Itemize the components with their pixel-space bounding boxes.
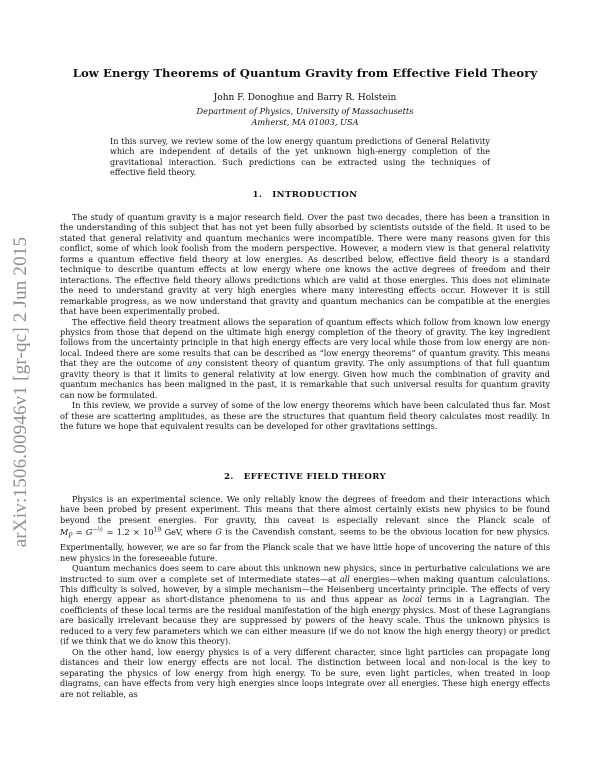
text-run: is the Cavendish constant, seems to be the obvious location for new physics. Experimentally, however, we are so far from the Planck scale that we have little hope of uncovering the nature of this new physics in the foreseeable future. [60,527,551,563]
section-title: INTRODUCTION [272,190,358,200]
affiliation [60,106,550,128]
section-number: 1. [252,190,263,200]
section-heading-effective-field-theory [60,472,550,482]
math-symbol: G [215,527,222,538]
text-run: where [186,527,212,538]
section-number: 2. [223,472,234,482]
emphasis-text: local [402,594,423,605]
affiliation-department: Department of Physics, University of Massachusetts [196,106,414,116]
paragraph: On the other hand, low energy physics is of a very different character, since light particles can propagate long distances and their low energy effects are not local. The distinction between local and non-local is the key to separating the physics of low energy from high energy. To be sure, even light particles, when treated in loop diagrams, can have effects from very high energies since loops integrate over all energies. These high energy effects are not reliable, as [60,646,550,699]
author-list: John F. Donoghue and Barry R. Holstein [213,93,397,103]
paragraph [60,563,550,647]
section-heading-introduction [60,190,550,200]
section-eft-body [60,494,550,699]
section-introduction-body [60,212,550,432]
affiliation-address: Amherst, MA 01003, USA [251,117,359,128]
arxiv-identifier-text: arXiv:1506.00946v1 [gr-qc] 2 Jun 2015 [10,236,32,548]
text-run: Physics is an experimental science. We only reliably know the degrees of freedom and their interactions which have been probed by present experiment. This means that there almost certainly exists new physics to be found beyond the present energies. For gravity, this caveat is especially relevant since the Planck scale of [60,494,550,525]
section-title: EFFECTIVE FIELD THEORY [243,472,387,482]
emphasis-text: any [187,358,202,369]
text-run: terms in a Lagrangian. The coefficients of these local terms are the residual manifestation of the high energy physics. Most of these Lagrangians are basically irrelevant because they are suppressed by powers of the heavy scale. Thus the unknown physics is reduced to a very few parameters which we can either measure (if we do not know the high energy theory) or predict (if we think that we do know this theory). [60,594,550,647]
paragraph: The study of quantum gravity is a major research field. Over the past two decades, there has been a transition in the understanding of this subject that has not yet been fully absorbed by scientists outside of the field. It used to be stated that general relativity and quantum mechanics were incompatible. There were many reasons given for this conflict, some of which look foolish from the modern perspective. However, a modern view is that general relativity forms a quantum effective field theory at low energies. As described below, effective field theory is a standard technique to describe quantum effects at low energy where one knows the active degrees of freedom and their interactions. The effective field theory allows predictions which are valid at those energies. This does not eliminate the need to understand gravity at very high energies where many interesting effects occur. However it is still remarkable progress, as we now understand that gravity and quantum mechanics can be compatible at the energies that have been experimentally probed. [60,212,550,317]
planck-mass-formula: $M_P = G^{-\frac{1}{2}} = 1.2 \times 10^{19}$ GeV, [60,526,183,540]
text-run: The effective field theory treatment allows the separation of quantum effects which follow from known low energy physics from those that depend on the ultimate high energy completion of the theory of gravity. The key ingredient follows from the uncertainty principle in that high energy effects are very local while those from low energy are non-local. Indeed there are some results that can be described as “low energy theorems” of quantum gravity. This means that they are the outcome of [60,316,550,369]
paper-title: Low Energy Theorems of Quantum Gravity from Effective Field Theory [72,66,538,80]
text-run: Quantum mechanics does seem to care about this unknown new physics, since in perturbative calculations we are instructed to sum over a complete set of intermediate states—at [60,563,550,584]
paragraph [60,317,550,401]
text-run: consistent theory of quantum gravity. The only assumptions of that full quantum gravity theory is that it limits to general relativity at low energy. Given how much the combination of gravity and quantum mechanics has been maligned in the past, it is remarkable that such universal results for quantum gravity can now be formulated. [60,358,550,400]
emphasis-text: all [339,573,350,584]
paragraph [60,494,550,563]
text-run: energies—when making quantum calculations. This difficulty is solved, however, by a simple mechanism—the Heisenberg uncertainty principle. The effects of very high energy appear as short-distance phenomena to us and thus appear as [60,573,550,605]
arxiv-identifier-stamp [4,212,38,572]
paragraph: In this review, we provide a survey of some of the low energy theorems which have been calculated thus far. Most of these are scattering amplitudes, as these are the structures that quantum field theory calculates most readily. In the future we hope that equivalent results can be developed for other gravitations settings. [60,400,550,432]
abstract: In this survey, we review some of the low energy quantum predictions of General Relativity which are independent of details of the yet unknown high-energy completion of the gravitational interaction. Such predictions can be extracted using the techniques of effective field theory. [110,136,490,178]
